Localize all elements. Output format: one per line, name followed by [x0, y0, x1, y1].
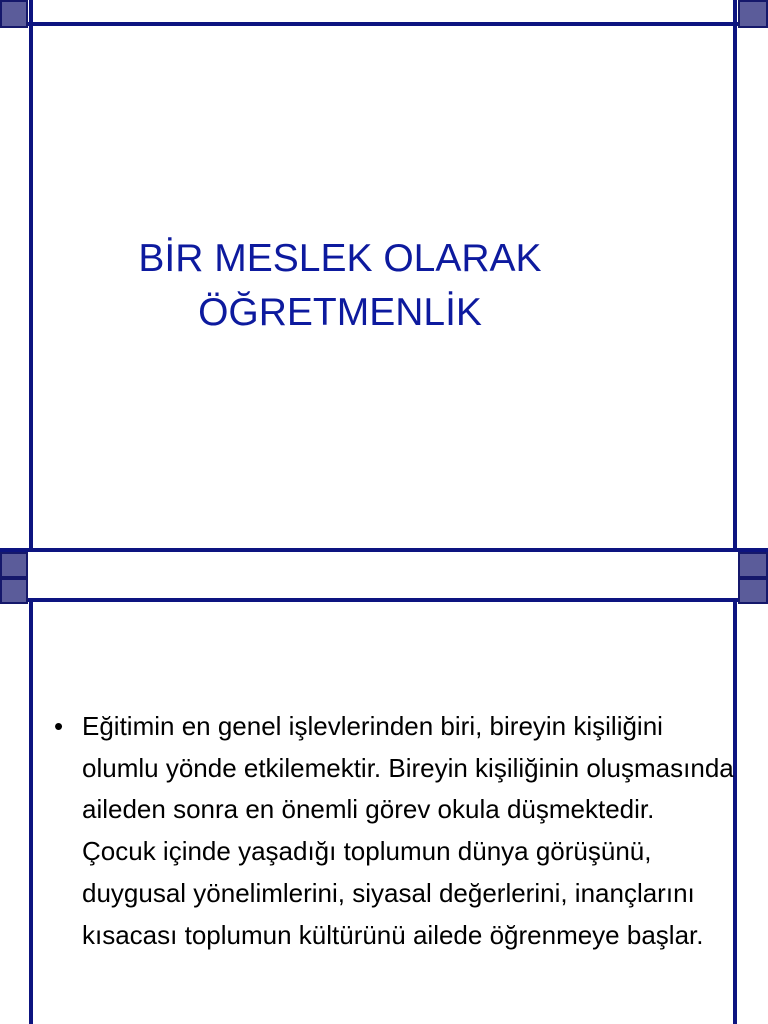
slide1-title-line2: ÖĞRETMENLİK: [198, 291, 482, 334]
slide2-corner-square-right-bottom: [738, 578, 768, 604]
slide2-corner-square-left-bottom: [0, 578, 28, 604]
slide1-left-rule: [29, 0, 33, 552]
slide2-corner-square-right-top: [738, 552, 768, 578]
slide1-corner-square-left: [0, 0, 28, 28]
slide2-left-rule: [29, 598, 33, 1024]
slide1-title: [60, 232, 620, 340]
slide2-corner-square-left-top: [0, 552, 28, 578]
slide1-top-rule: [0, 22, 768, 26]
slide2-top-rule: [0, 598, 768, 602]
slide1-corner-square-right: [738, 0, 768, 28]
slide2-bullet-item: [54, 706, 734, 956]
slide1-right-rule: [733, 0, 737, 552]
slide2-bullet-text: Eğitimin en genel işlevlerinden biri, bireyin kişiliğini olumlu yönde etkilemektir. Bireyin kişiliğinin oluşmasında aileden sonra en önemli görev okula düşmektedir. Çocuk içinde yaşadığı toplumun dünya görüşünü, duygusal yönelimlerini, siyasal değerlerini, inançlarını kısacası toplumun kültürünü ailede öğrenmeye başlar.: [82, 711, 734, 950]
bullet-icon: •: [54, 711, 64, 741]
slide1-bottom-rule: [0, 548, 768, 552]
slide1-title-line1: BİR MESLEK OLARAK: [138, 237, 542, 280]
